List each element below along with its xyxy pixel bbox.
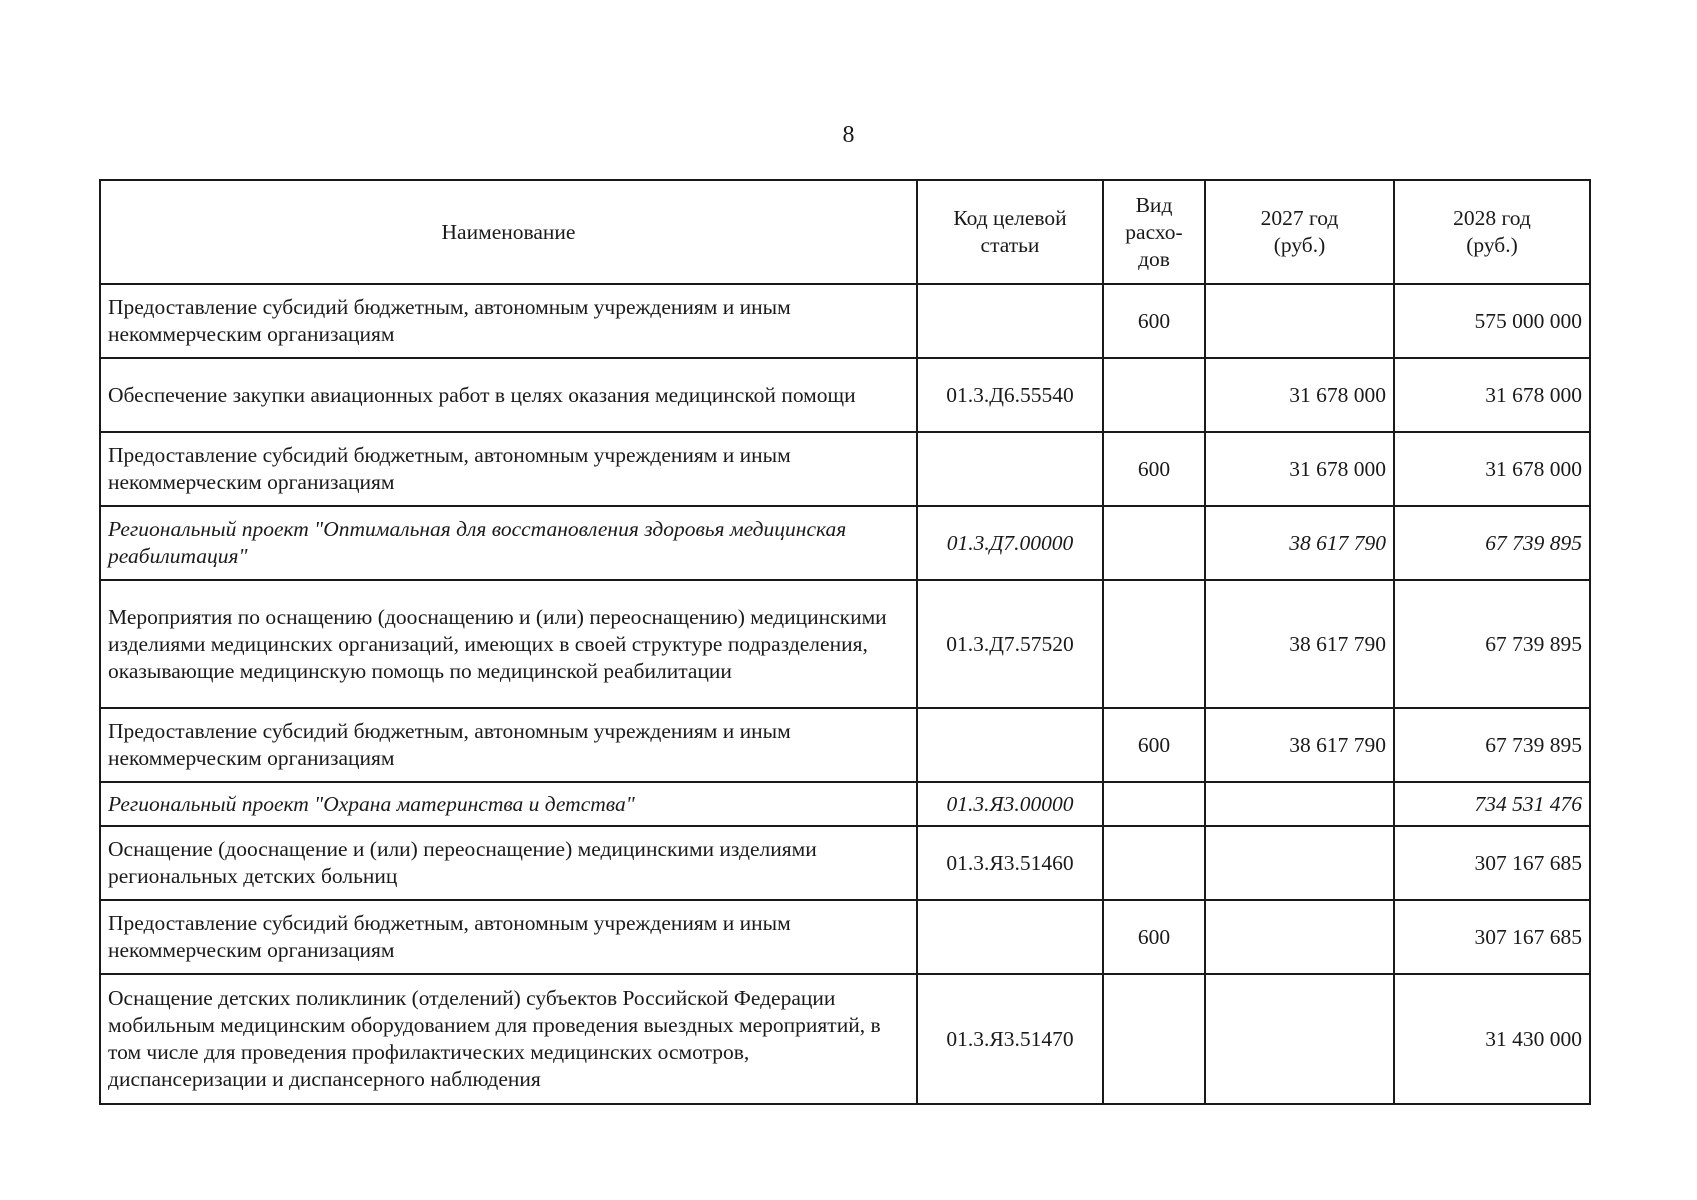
row-code: 01.3.Я3.51460	[917, 826, 1103, 900]
table-row	[100, 580, 1590, 708]
row-code: 01.3.Д7.00000	[917, 506, 1103, 580]
row-kind: 600	[1103, 900, 1205, 974]
table-row	[100, 900, 1590, 974]
table-row	[100, 432, 1590, 506]
row-name: Обеспечение закупки авиационных работ в целях оказания медицинской помощи	[100, 358, 917, 432]
header-kind: Вид расхо-дов	[1103, 180, 1205, 284]
row-code	[917, 432, 1103, 506]
row-2027	[1205, 284, 1394, 358]
row-name: Оснащение (дооснащение и (или) переоснащение) медицинскими изделиями региональных детских больниц	[100, 826, 917, 900]
row-2028: 31 678 000	[1394, 432, 1590, 506]
row-2027	[1205, 900, 1394, 974]
row-2028: 67 739 895	[1394, 708, 1590, 782]
row-2027	[1205, 826, 1394, 900]
table-row	[100, 974, 1590, 1104]
row-kind	[1103, 974, 1205, 1104]
row-2028: 31 430 000	[1394, 974, 1590, 1104]
header-2028: 2028 год (руб.)	[1394, 180, 1590, 284]
row-kind	[1103, 580, 1205, 708]
row-name: Региональный проект "Оптимальная для восстановления здоровья медицинская реабилитация"	[100, 506, 917, 580]
table-row	[100, 782, 1590, 826]
row-name: Предоставление субсидий бюджетным, автономным учреждениям и иным некоммерческим организациям	[100, 432, 917, 506]
row-2027: 38 617 790	[1205, 708, 1394, 782]
row-2028: 307 167 685	[1394, 826, 1590, 900]
row-name: Предоставление субсидий бюджетным, автономным учреждениям и иным некоммерческим организациям	[100, 284, 917, 358]
row-2027: 38 617 790	[1205, 580, 1394, 708]
row-code: 01.3.Д6.55540	[917, 358, 1103, 432]
row-2027: 31 678 000	[1205, 432, 1394, 506]
row-kind: 600	[1103, 432, 1205, 506]
row-code	[917, 708, 1103, 782]
row-name: Мероприятия по оснащению (дооснащению и (или) переоснащению) медицинскими изделиями медицинских организаций, имеющих в своей структуре подразделения, оказывающие медицинскую помощь по медицинской реабилитации	[100, 580, 917, 708]
header-name: Наименование	[100, 180, 917, 284]
row-kind	[1103, 782, 1205, 826]
row-kind: 600	[1103, 708, 1205, 782]
budget-table	[99, 179, 1591, 1105]
row-kind: 600	[1103, 284, 1205, 358]
row-code: 01.3.Д7.57520	[917, 580, 1103, 708]
row-2027: 31 678 000	[1205, 358, 1394, 432]
row-kind	[1103, 826, 1205, 900]
row-code: 01.3.Я3.51470	[917, 974, 1103, 1104]
table-header-row	[100, 180, 1590, 284]
row-2027	[1205, 782, 1394, 826]
table-row	[100, 284, 1590, 358]
row-kind	[1103, 506, 1205, 580]
row-kind	[1103, 358, 1205, 432]
row-name: Региональный проект "Охрана материнства и детства"	[100, 782, 917, 826]
row-name: Предоставление субсидий бюджетным, автономным учреждениям и иным некоммерческим организациям	[100, 708, 917, 782]
row-2028: 307 167 685	[1394, 900, 1590, 974]
row-code	[917, 284, 1103, 358]
table-row	[100, 708, 1590, 782]
row-name: Оснащение детских поликлиник (отделений) субъектов Российской Федерации мобильным медицинским оборудованием для проведения выездных мероприятий, в том числе для проведения профилактических медицинских осмотров, диспансеризации и диспансерного наблюдения	[100, 974, 917, 1104]
row-2028: 67 739 895	[1394, 506, 1590, 580]
page-number: 8	[842, 122, 855, 148]
row-code	[917, 900, 1103, 974]
row-2028: 575 000 000	[1394, 284, 1590, 358]
header-2027: 2027 год (руб.)	[1205, 180, 1394, 284]
table-row	[100, 506, 1590, 580]
row-2028: 67 739 895	[1394, 580, 1590, 708]
table-row	[100, 358, 1590, 432]
row-2028: 31 678 000	[1394, 358, 1590, 432]
header-code: Код целевой статьи	[917, 180, 1103, 284]
row-name: Предоставление субсидий бюджетным, автономным учреждениям и иным некоммерческим организациям	[100, 900, 917, 974]
row-code: 01.3.Я3.00000	[917, 782, 1103, 826]
row-2028: 734 531 476	[1394, 782, 1590, 826]
row-2027	[1205, 974, 1394, 1104]
row-2027: 38 617 790	[1205, 506, 1394, 580]
table-row	[100, 826, 1590, 900]
